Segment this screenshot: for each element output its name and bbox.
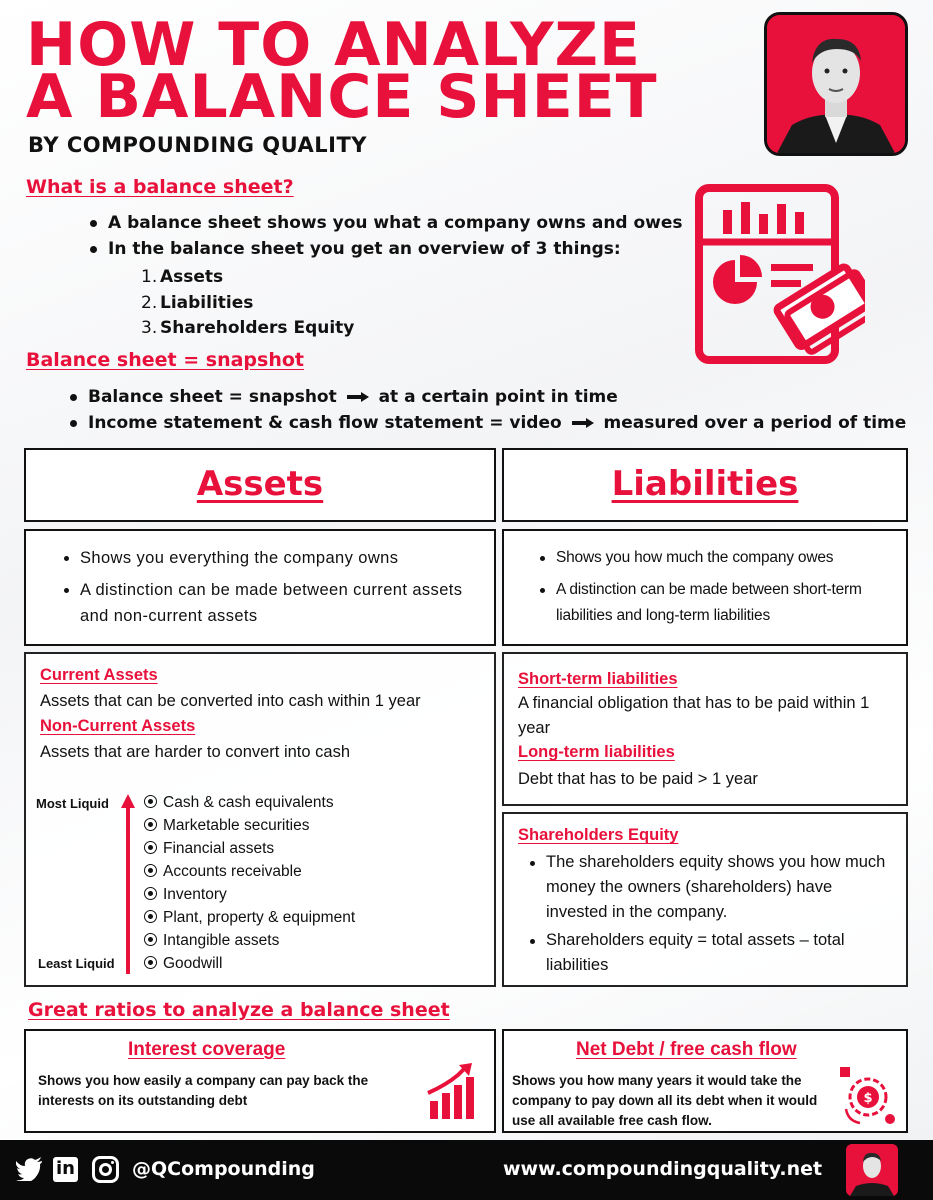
- liabilities-summary-box: [502, 529, 908, 646]
- assets-heading-box: [24, 448, 496, 522]
- interest-coverage-text: Shows you how easily a company can pay back the interests on its outstanding debt: [38, 1073, 369, 1108]
- list-item: A distinction can be made between current assets and non-current assets: [60, 577, 480, 629]
- noncurrent-assets-text: Assets that are harder to convert into cash: [40, 743, 350, 761]
- liquidity-list: [144, 791, 355, 975]
- list-item: Marketable securities: [144, 814, 355, 837]
- equity-heading: Shareholders Equity: [518, 826, 679, 844]
- arrow-right-icon: [347, 392, 369, 402]
- list-item: 1. Assets: [141, 267, 224, 287]
- snapshot-heading: Balance sheet = snapshot: [26, 349, 304, 371]
- long-term-heading: Long-term liabilities: [518, 743, 675, 761]
- most-liquid-label: Most Liquid: [36, 796, 109, 811]
- list-item: The shareholders equity shows you how much money the owners (shareholders) have invested in the company.: [526, 850, 886, 925]
- list-item: Shows you how much the company owes: [536, 545, 882, 571]
- twitter-icon[interactable]: [16, 1157, 42, 1181]
- list-item: Shows you everything the company owns: [60, 545, 480, 571]
- net-debt-title: Net Debt / free cash flow: [576, 1039, 797, 1060]
- svg-text:$: $: [863, 1091, 873, 1106]
- radio-icon: [144, 887, 157, 900]
- interest-coverage-title: Interest coverage: [128, 1039, 286, 1060]
- dollar-cycle-icon: [836, 1065, 898, 1127]
- short-term-heading: Short-term liabilities: [518, 670, 678, 688]
- radio-icon: [144, 795, 157, 808]
- radio-icon: [144, 956, 157, 969]
- radio-icon: [144, 841, 157, 854]
- assets-summary-list: [26, 531, 494, 629]
- linkedin-icon[interactable]: in: [53, 1157, 78, 1182]
- page-title-line-1: HOW TO ANALYZE: [26, 10, 642, 80]
- list-item: 3. Shareholders Equity: [141, 318, 355, 338]
- list-item: Inventory: [144, 883, 355, 906]
- list-item: In the balance sheet you get an overview of 3 things:: [88, 236, 683, 262]
- radio-icon: [144, 818, 157, 831]
- liabilities-heading: Liabilities: [611, 464, 799, 504]
- list-item: Goodwill: [144, 952, 355, 975]
- current-assets-heading: Current Assets: [40, 666, 158, 684]
- footer: [0, 1140, 933, 1200]
- assets-summary-box: [24, 529, 496, 646]
- intro-heading: What is a balance sheet?: [26, 176, 294, 198]
- list-item: Balance sheet = snapshot at a certain point in time: [68, 384, 906, 410]
- instagram-icon[interactable]: [92, 1156, 119, 1183]
- snapshot-bullets: [68, 384, 906, 436]
- list-item: Intangible assets: [144, 929, 355, 952]
- list-item: Cash & cash equivalents: [144, 791, 355, 814]
- overview-list: [141, 265, 354, 342]
- footer-avatar: [846, 1144, 898, 1196]
- assets-heading: Assets: [196, 464, 324, 504]
- radio-icon: [144, 933, 157, 946]
- website-link[interactable]: www.compoundingquality.net: [503, 1158, 823, 1180]
- list-item: Income statement & cash flow statement = video measured over a period of time: [68, 410, 906, 436]
- growth-chart-icon: [426, 1063, 478, 1121]
- assets-detail-box: [24, 652, 496, 987]
- list-item: Plant, property & equipment: [144, 906, 355, 929]
- list-item: A distinction can be made between short-term liabilities and long-term liabilities: [536, 577, 882, 629]
- list-item: Financial assets: [144, 837, 355, 860]
- liabilities-summary-list: [504, 531, 906, 629]
- byline: BY COMPOUNDING QUALITY: [28, 133, 368, 157]
- page-title-line-2: A BALANCE SHEET: [26, 62, 658, 132]
- interest-coverage-box: [24, 1029, 496, 1133]
- list-item: A balance sheet shows you what a company owns and owes: [88, 210, 683, 236]
- equity-box: [502, 812, 908, 987]
- radio-icon: [144, 910, 157, 923]
- short-term-text: A financial obligation that has to be paid within 1 year: [518, 694, 870, 737]
- social-handle[interactable]: @QCompounding: [132, 1158, 315, 1180]
- liabilities-detail-box: [502, 652, 908, 806]
- author-photo: [764, 12, 908, 156]
- net-debt-box: [502, 1029, 908, 1133]
- net-debt-text: Shows you how many years it would take the company to pay down all its debt when it would use all available free cash flow.: [512, 1073, 818, 1128]
- list-item: 2. Liabilities: [141, 292, 254, 313]
- ratios-heading: Great ratios to analyze a balance sheet: [28, 999, 450, 1021]
- equity-list: [526, 850, 886, 978]
- liquidity-arrow-icon: [120, 794, 136, 974]
- current-assets-text: Assets that can be converted into cash within 1 year: [40, 692, 421, 710]
- list-item: Accounts receivable: [144, 860, 355, 883]
- noncurrent-assets-heading: Non-Current Assets: [40, 717, 196, 735]
- least-liquid-label: Least Liquid: [38, 956, 115, 971]
- liabilities-heading-box: [502, 448, 908, 522]
- intro-bullets: [88, 210, 683, 262]
- report-icon: [695, 182, 865, 382]
- arrow-right-icon: [572, 418, 594, 428]
- radio-icon: [144, 864, 157, 877]
- list-item: Shareholders equity = total assets – total liabilities: [526, 928, 886, 978]
- long-term-text: Debt that has to be paid > 1 year: [518, 770, 758, 788]
